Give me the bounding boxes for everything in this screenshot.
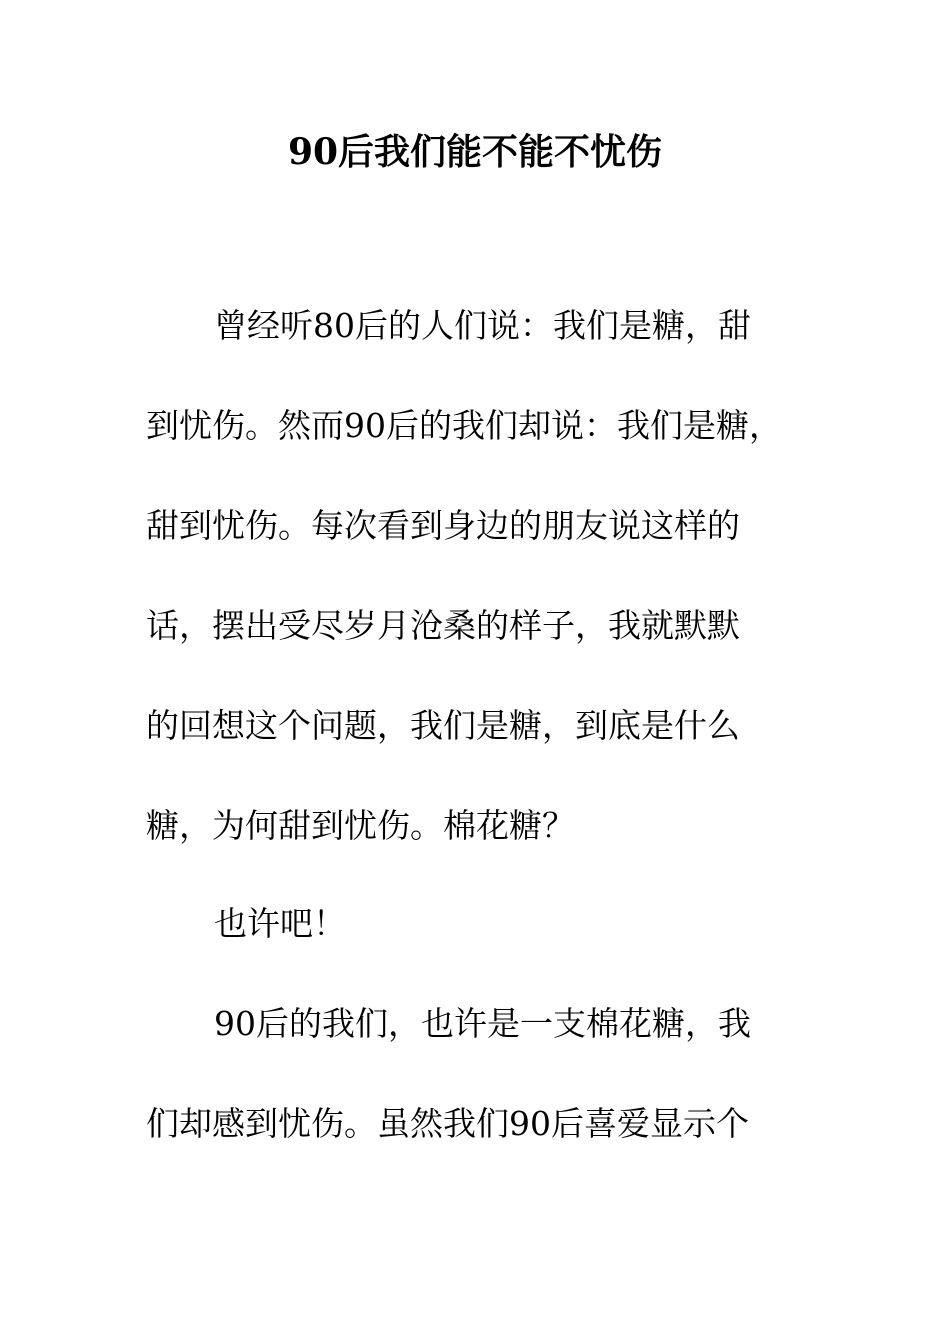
paragraph-line-2: 到忧伤。然而90后的我们却说：我们是糖， bbox=[146, 406, 782, 445]
paragraph-line-1: 曾经听80后的人们说：我们是糖，甜 bbox=[214, 306, 751, 345]
paragraph-line-3: 甜到忧伤。每次看到身边的朋友说这样的 bbox=[146, 506, 740, 545]
paragraph-line-6: 糖，为何甜到忧伤。棉花糖？ bbox=[146, 806, 575, 845]
document-title: 90后我们能不能不忧伤 bbox=[287, 131, 663, 173]
paragraph-line-7: 也许吧！ bbox=[214, 904, 346, 943]
paragraph-line-9: 们却感到忧伤。虽然我们90后喜爱显示个 bbox=[146, 1104, 749, 1143]
paragraph-line-4: 话，摆出受尽岁月沧桑的样子，我就默默 bbox=[146, 606, 740, 645]
paragraph-line-5: 的回想这个问题，我们是糖，到底是什么 bbox=[146, 706, 740, 745]
paragraph-line-8: 90后的我们，也许是一支棉花糖，我 bbox=[214, 1004, 751, 1043]
